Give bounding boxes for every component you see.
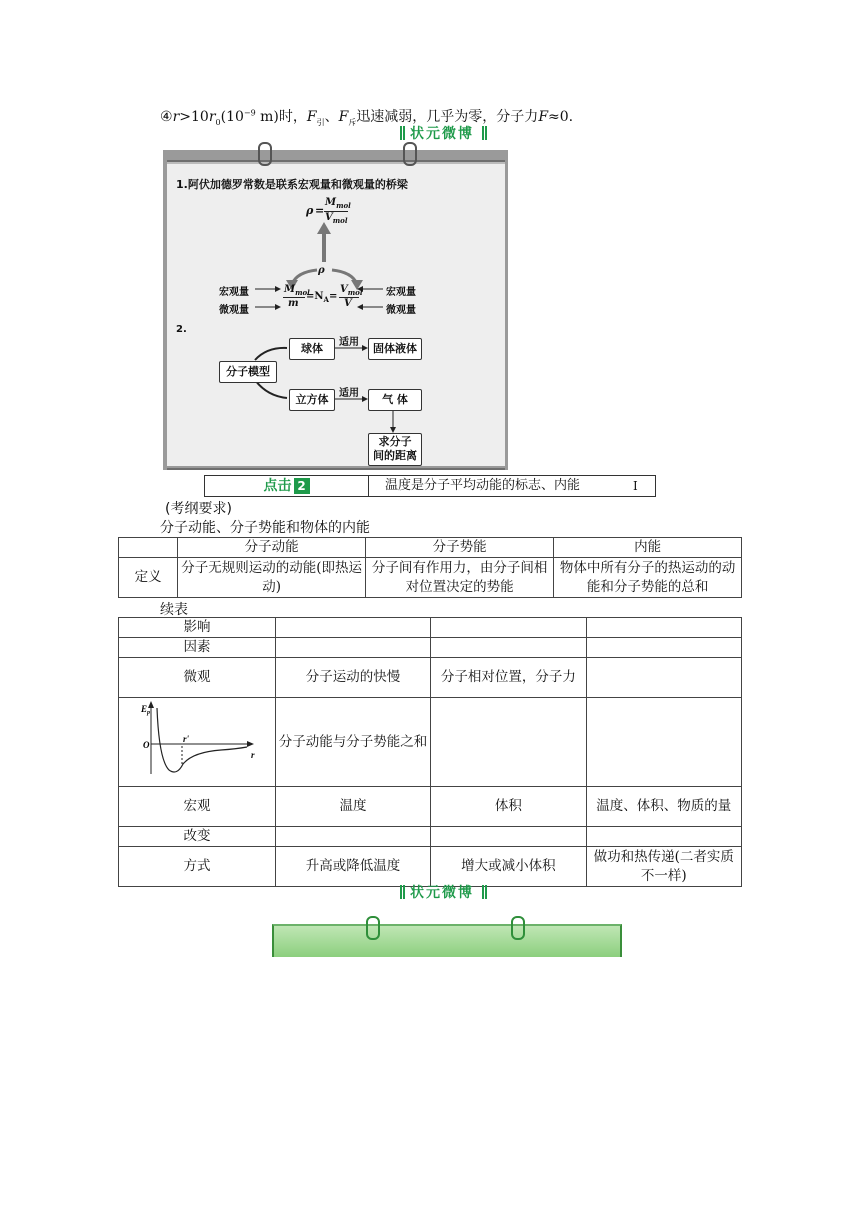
topic-label — [205, 476, 369, 496]
text-paren-close: m)时， — [255, 109, 307, 125]
table-row — [119, 787, 742, 827]
mol-sub: mol — [332, 216, 348, 225]
sub-attract: 引 — [316, 117, 325, 127]
cell-potential-def: 分子间有作用力，由分子间相对位置决定的势能 — [366, 558, 554, 598]
cell-method: 方式 — [119, 847, 276, 887]
distance-line2: 间的距离 — [373, 449, 417, 462]
table-row — [119, 558, 742, 598]
box-molecule-model: 分子模型 — [219, 361, 277, 383]
cell-empty — [586, 638, 741, 658]
frac2-den: V — [344, 298, 352, 309]
label-macro-right: 宏观量 — [386, 287, 416, 298]
text-tail: 迅速减弱，几乎为零，分子力 — [356, 109, 539, 125]
cell-temp-vol-amount: 温度、体积、物质的量 — [586, 787, 741, 827]
text-sep: 、 — [324, 109, 339, 125]
V-symbol: V — [325, 212, 333, 223]
box-gas: 气 体 — [368, 389, 422, 411]
table-header-row — [119, 538, 742, 558]
header-kinetic: 分子动能 — [178, 538, 366, 558]
label-micro-right: 微观量 — [386, 305, 416, 316]
dianji-number: 2 — [294, 478, 310, 494]
table-row — [119, 638, 742, 658]
var-F-attract: F — [306, 109, 317, 125]
M-symbol: M — [284, 284, 296, 295]
mol-sub: mol — [347, 288, 363, 297]
board-item2: 2. — [176, 324, 187, 335]
cell-empty — [431, 698, 586, 787]
graph-x-arrow — [247, 741, 254, 747]
text-paren: (10 — [220, 109, 244, 125]
cell-empty — [586, 658, 741, 698]
requirement-text: (考纲要求) — [165, 501, 232, 517]
box-solid-liquid: 固体液体 — [368, 338, 422, 360]
cell-empty — [586, 618, 741, 638]
mol-sub: mol — [295, 288, 310, 297]
label-apply2: 适用 — [339, 388, 359, 399]
cell-empty — [275, 638, 430, 658]
weibo-title: 状元微博 — [410, 126, 474, 142]
equals-sign: = — [315, 204, 325, 217]
cell-empty — [275, 827, 430, 847]
label-macro-left: 宏观量 — [219, 287, 249, 298]
cell-method-kinetic: 升高或降低温度 — [275, 847, 430, 887]
cell-empty — [431, 618, 586, 638]
header-empty — [119, 538, 178, 558]
mol-sub: mol — [336, 201, 351, 210]
table-row — [119, 618, 742, 638]
bar-icon — [482, 126, 484, 140]
sub-0: 0 — [215, 117, 221, 127]
arrow-head — [275, 304, 281, 310]
section-header-weibo — [392, 123, 492, 143]
continued-label: 续表 — [160, 602, 188, 618]
table-row — [119, 827, 742, 847]
text-approx: ≈0. — [548, 109, 574, 125]
cell-volume: 体积 — [431, 787, 586, 827]
bar-icon — [482, 885, 484, 899]
Ep-sub: p — [146, 710, 150, 716]
board-bottom-line — [167, 468, 505, 470]
box-sphere: 球体 — [289, 338, 335, 360]
row-label-definition: 定义 — [119, 558, 178, 598]
level-mark: Ⅰ — [633, 479, 638, 493]
graph-curve — [157, 708, 247, 772]
cell-empty — [431, 638, 586, 658]
label-micro-left: 微观量 — [219, 305, 249, 316]
rho-symbol: ρ — [306, 204, 314, 217]
cell-empty — [431, 827, 586, 847]
V-symbol: V — [340, 284, 348, 295]
energy-table — [118, 537, 742, 598]
board-item1-title: 1.阿伏加德罗常数是联系宏观量和微观量的桥梁 — [176, 178, 408, 191]
section-header-weibo-2 — [392, 882, 492, 902]
text-gt: >10 — [179, 109, 209, 125]
text-line-distance — [160, 106, 573, 128]
cell-graph — [119, 698, 276, 787]
potential-energy-graph — [121, 698, 273, 780]
sub-repel: 斥 — [348, 117, 357, 127]
cell-micro-potential: 分子相对位置，分子力 — [431, 658, 586, 698]
var-F: F — [538, 109, 549, 125]
arrow-head — [357, 304, 363, 310]
graph-rprime-label: r' — [182, 734, 189, 744]
cell-empty — [586, 827, 741, 847]
frac2-num — [340, 284, 363, 297]
ring-icon — [366, 916, 380, 940]
cell-micro-kinetic: 分子运动的快慢 — [275, 658, 430, 698]
NA-sub: A — [323, 295, 329, 304]
cell-micro: 微观 — [119, 658, 276, 698]
ring-icon — [511, 916, 525, 940]
cell-sum: 分子动能与分子势能之和 — [275, 698, 430, 787]
table-row — [119, 658, 742, 698]
cell-change: 改变 — [119, 827, 276, 847]
box-cube: 立方体 — [289, 389, 335, 411]
NA-text: =N — [306, 291, 324, 302]
green-notebook-board — [272, 924, 622, 957]
dianji-text: 点击 — [263, 478, 292, 494]
var-r: r — [172, 109, 180, 125]
Ep-E: E — [140, 704, 147, 714]
cell-internal-def: 物体中所有分子的热运动的动能和分子势能的总和 — [554, 558, 742, 598]
energy-table-continued — [118, 617, 742, 887]
equals-NA — [306, 291, 337, 304]
distance-line1: 求分子 — [378, 435, 412, 448]
table-row — [119, 847, 742, 887]
bar-icon — [400, 885, 402, 899]
cell-factor: 因素 — [119, 638, 276, 658]
graph-Ep-label — [140, 704, 150, 716]
arrow-up-head — [317, 222, 331, 234]
board-diagram-svg — [167, 162, 505, 464]
label-apply1: 适用 — [339, 337, 359, 348]
rho-center: ρ — [318, 265, 325, 276]
table-row — [119, 698, 742, 787]
branch-upper — [255, 348, 287, 360]
bar-icon — [400, 126, 402, 140]
section-title: 分子动能、分子势能和物体的内能 — [160, 520, 370, 536]
weibo-title: 状元微博 — [410, 885, 474, 901]
box-distance — [368, 433, 422, 466]
arrow-head — [275, 286, 281, 292]
var-r0: r — [208, 109, 216, 125]
cell-method-internal: 做功和热传递(二者实质不一样) — [586, 847, 741, 887]
graph-y-arrow — [148, 701, 154, 708]
frac1-den: m — [288, 298, 299, 309]
cell-method-potential: 增大或减小体积 — [431, 847, 586, 887]
header-internal: 内能 — [554, 538, 742, 558]
cell-macro: 宏观 — [119, 787, 276, 827]
exponent: −9 — [243, 108, 256, 118]
cell-temperature: 温度 — [275, 787, 430, 827]
var-F-repel: F — [338, 109, 349, 125]
M-symbol: M — [325, 197, 337, 208]
graph-r-label: r — [250, 750, 255, 760]
header-potential: 分子势能 — [366, 538, 554, 558]
cell-empty — [586, 698, 741, 787]
topic-bar — [204, 475, 656, 497]
cell-kinetic-def: 分子无规则运动的动能(即热运动) — [178, 558, 366, 598]
topic-title: 温度是分子平均动能的标志、内能 — [385, 478, 581, 493]
circled-number: ④ — [160, 109, 173, 125]
graph-origin: O — [142, 740, 150, 750]
cell-empty — [275, 618, 430, 638]
equals-sign: = — [328, 291, 338, 302]
cell-influence: 影响 — [119, 618, 276, 638]
